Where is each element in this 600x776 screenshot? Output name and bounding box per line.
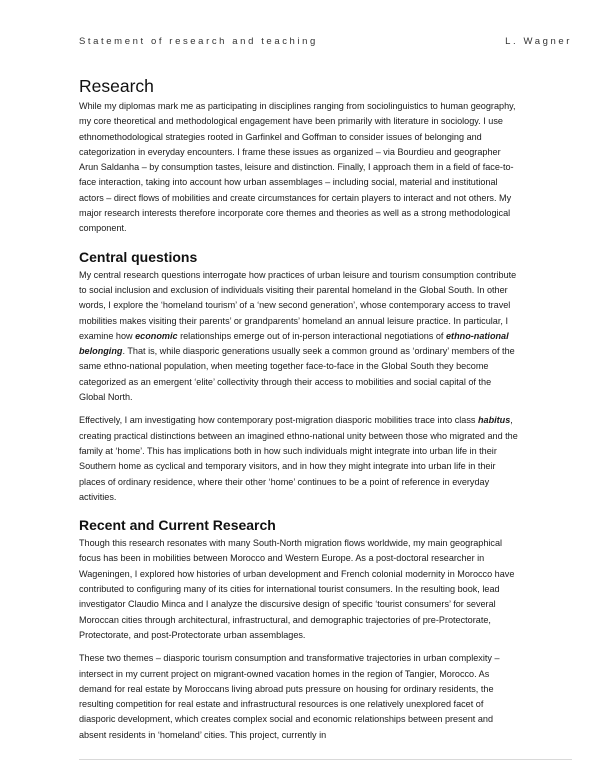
recent-paragraph-1: Though this research resonates with many South-North migration flows worldwide, my main geographical focus has been in mobilities between Morocco and Western Europe. As a post-doctoral researcher in Wageningen, I explored how histories of urban development and French colonial modernity in Morocco have contributed to configuring many of its cities for international tourist consumers. In the resulting book, lead investigator Claudio Minca and I analyze the discursive design of specific ‘tourist consumers’ for several Moroccan cities through architectural, infrastructural, and demographic trajectories of pre-Protectorate, Protectorate, and post-Protectorate urban assemblages. [79, 538, 515, 640]
central-p2-text-b: , creating practical distinctions between an imagined ethno-national unity between those who migrated and the family at ‘home’. This has implications both in how such individuals might integrate into urban life in their Southern home as cyclical and temporary visitors, and in how they might integrate into urban life in their places of ordinary residence, where their other ‘home’ continues to be a point of reference in everyday activities. [79, 415, 518, 502]
running-header [79, 36, 572, 47]
central-p1-text-a: My central research questions interrogate how practices of urban leisure and tourism consumption contribute to social inclusion and exclusion of individuals visiting their parental homeland in the Global South. In other words, I explore the ‘homeland tourism’ of a ‘new second generation’, whose contemporary access to travel mobilities makes visiting their parents’ or grandparents’ homeland an annual leisure practice. In particular, I examine how [79, 269, 517, 341]
central-questions-heading: Central questions [79, 248, 198, 265]
recent-paragraph-2: These two themes – diasporic tourism consumption and transformative trajectories in urban complexity – intersect in my current project on migrant-owned vacation homes in the region of Tangier, Morocco. As demand for real estate by Moroccans living abroad puts pressure on housing for ordinary residents, the resulting competition for real estate and infrastructural resources is one relatively unexplored facet of diasporic development, which creates complex social and economic relationships between present and absent residents in ‘homeland’ cities. This project, currently in [79, 653, 500, 740]
central-p1-text-b: relationships emerge out of in-person interactional negotiations of [177, 330, 446, 341]
header-author: L. Wagner [505, 36, 572, 47]
header-title: Statement of research and teaching [79, 36, 318, 47]
central-p2-text-a: Effectively, I am investigating how contemporary post-migration diasporic mobilities trace into class [79, 415, 478, 426]
footer-divider [79, 759, 572, 760]
central-p1-text-c: . That is, while diasporic generations usually seek a common ground as ‘ordinary’ members of the same ethno-national population, when meeting together face-to-face in the Global South they become categorized as an emergent ‘elite’ collectivity through their access to mobilities and social capital of the Global North. [79, 346, 515, 403]
page-content [79, 76, 519, 751]
central-paragraph-2 [79, 413, 519, 505]
central-p2-emphasis-habitus: habitus [477, 415, 511, 426]
central-paragraph-1 [79, 268, 519, 406]
central-p1-emphasis-economic: economic [135, 330, 178, 341]
central-p1-emphasis-belonging: ethno-national belonging [79, 330, 509, 357]
research-heading: Research [79, 76, 154, 96]
research-paragraph: While my diplomas mark me as participating in disciplines ranging from sociolinguistics to human geography, my core theoretical and methodological engagement have been primarily with literature in sociology. I use ethnomethodological strategies rooted in Garfinkel and Goffman to consider issues of belonging and categorization in everyday encounters. I frame these issues as organized – via Bourdieu and geographer Arun Saldanha – by consumption tastes, leisure and distinction. Finally, I approach them in a field of face-to-face interaction, taking into account how urban assemblages – including social, material and institutional actors – direct flows of mobilities and create circumstances for certain players to interact and not others. My major research interests therefore incorporate core themes and theories as well as a strong methodological component. [79, 101, 516, 234]
recent-research-heading: Recent and Current Research [79, 517, 276, 534]
